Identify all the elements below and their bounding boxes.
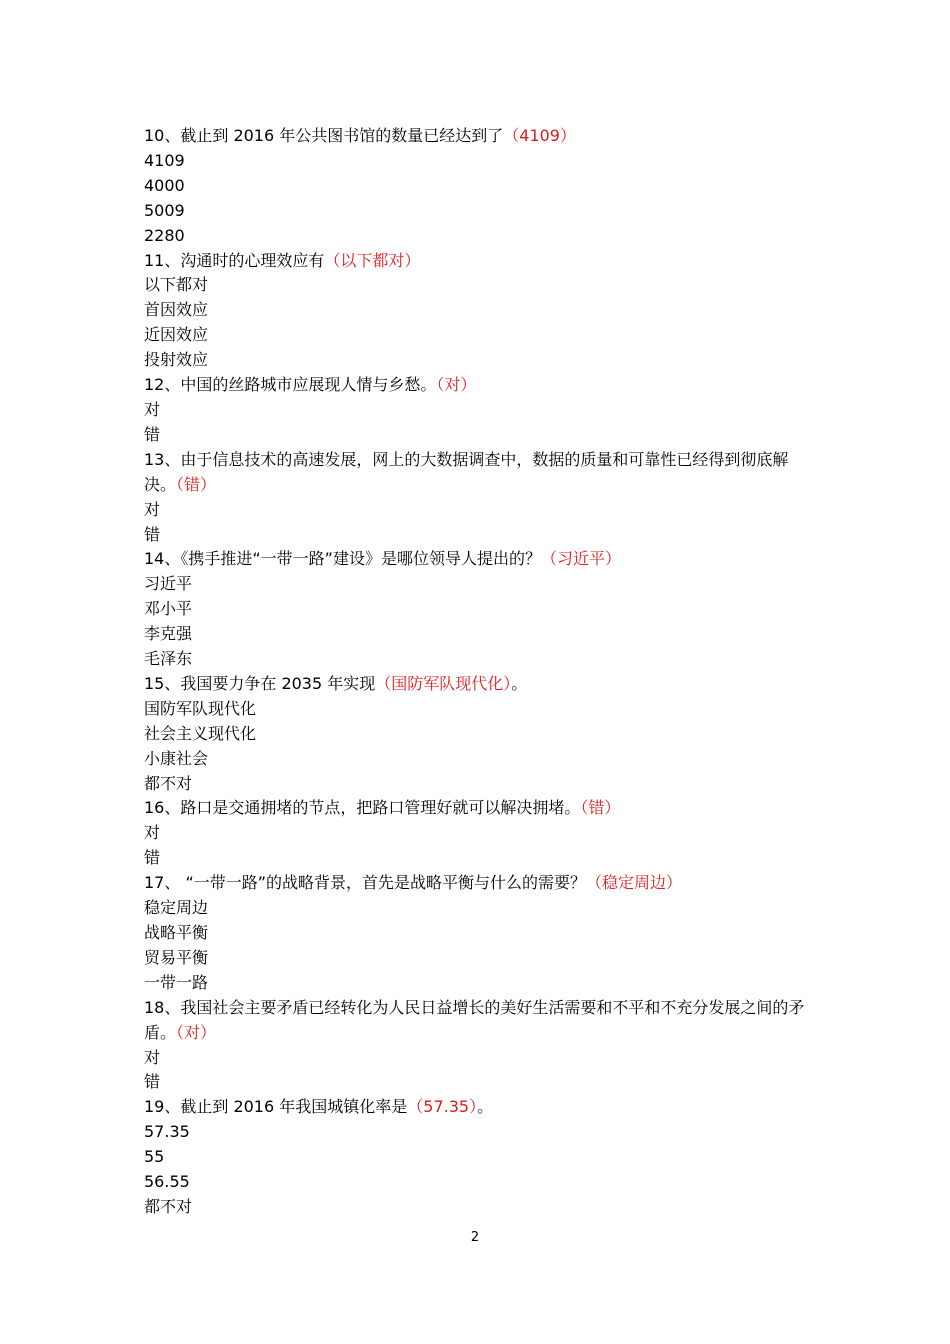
option: 对 xyxy=(144,499,161,519)
question-text: 10、截止到 2016 年公共图书馆的数量已经达到了（4109） xyxy=(144,126,576,145)
option: 首因效应 xyxy=(144,300,209,320)
option: 一带一路 xyxy=(144,972,209,992)
question-text: 17、 “一带一路”的战略背景，首先是战略平衡与什么的需要？（稳定周边） xyxy=(144,873,683,893)
question-block xyxy=(144,547,812,672)
question-text: 11、沟通时的心理效应有（以下都对） xyxy=(144,250,421,270)
answer-text: （57.35） xyxy=(407,1097,478,1117)
option: 对 xyxy=(144,823,161,843)
option: 毛泽东 xyxy=(144,649,193,669)
document-body xyxy=(144,124,812,1220)
option: 错 xyxy=(144,1072,161,1092)
option: 稳定周边 xyxy=(144,898,209,918)
question-text: 15、我国要力争在 2035 年实现（国防军队现代化）。 xyxy=(144,673,528,693)
question-text: 13、由于信息技术的高速发展，网上的大数据调查中，数据的质量和可靠性已经得到彻底解决。（错） xyxy=(144,449,789,494)
option: 错 xyxy=(144,848,161,868)
option: 都不对 xyxy=(144,1196,193,1216)
answer-text: （对） xyxy=(176,1022,217,1042)
option: 小康社会 xyxy=(144,748,209,768)
option: 4109 xyxy=(144,150,185,170)
answer-text: （4109） xyxy=(503,126,576,145)
question-block xyxy=(144,996,812,1096)
option: 2280 xyxy=(144,225,185,245)
option: 57.35 xyxy=(144,1122,190,1142)
option: 56.55 xyxy=(144,1172,190,1192)
question-block xyxy=(144,796,812,871)
question-text: 12、中国的丝路城市应展现人情与乡愁。（对） xyxy=(144,375,477,395)
question-block xyxy=(144,124,812,249)
option: 国防军队现代化 xyxy=(144,698,257,718)
answer-text: （稳定周边） xyxy=(586,873,683,893)
answer-text: （习近平） xyxy=(540,549,621,569)
page-number: 2 xyxy=(470,1230,480,1245)
option: 55 xyxy=(144,1147,165,1167)
option: 4000 xyxy=(144,175,185,195)
option: 以下都对 xyxy=(144,275,209,295)
option: 邓小平 xyxy=(144,599,193,619)
answer-text: （错） xyxy=(580,798,621,818)
answer-text: （对） xyxy=(436,375,477,395)
option: 贸易平衡 xyxy=(144,947,209,967)
question-text: 19、截止到 2016 年我国城镇化率是（57.35）。 xyxy=(144,1097,494,1117)
question-block xyxy=(144,373,812,448)
option: 投射效应 xyxy=(144,350,209,370)
answer-text: （以下都对） xyxy=(324,250,421,270)
question-block xyxy=(144,672,812,797)
option: 都不对 xyxy=(144,773,193,793)
question-block xyxy=(144,448,812,548)
question-text: 14、《携手推进“一带一路”建设》是哪位领导人提出的？（习近平） xyxy=(144,549,621,569)
question-block xyxy=(144,1095,812,1220)
option: 错 xyxy=(144,524,161,544)
option: 李克强 xyxy=(144,624,193,644)
answer-text: （国防军队现代化） xyxy=(375,673,512,693)
option: 5009 xyxy=(144,200,185,220)
option: 习近平 xyxy=(144,574,193,594)
option: 战略平衡 xyxy=(144,923,209,942)
question-text: 16、路口是交通拥堵的节点，把路口管理好就可以解决拥堵。（错） xyxy=(144,798,621,818)
option: 社会主义现代化 xyxy=(144,723,257,743)
option: 错 xyxy=(144,424,161,444)
option: 近因效应 xyxy=(144,325,209,345)
answer-text: （错） xyxy=(176,474,217,494)
option: 对 xyxy=(144,399,161,419)
question-text: 18、我国社会主要矛盾已经转化为人民日益增长的美好生活需要和不平和不充分发展之间的矛盾。（对） xyxy=(144,997,805,1042)
option: 对 xyxy=(144,1047,161,1067)
question-block xyxy=(144,249,812,374)
question-block xyxy=(144,871,812,996)
